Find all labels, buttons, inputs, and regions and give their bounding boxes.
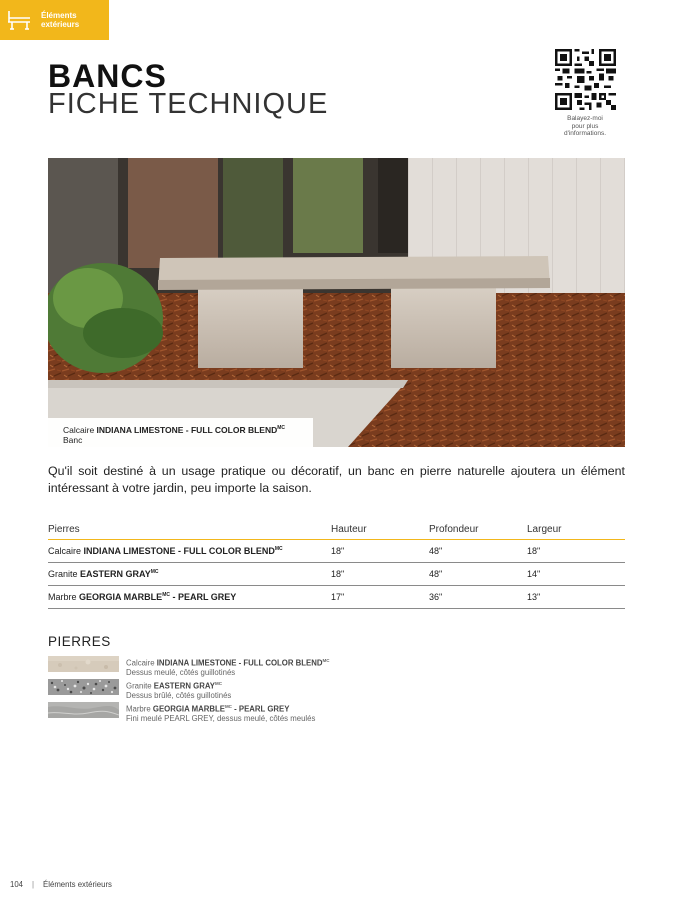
stone-swatch-item <box>48 702 468 722</box>
bench-icon <box>6 9 32 31</box>
page-number: 104 <box>10 880 24 889</box>
stones-section-title: PIERRES <box>48 634 111 649</box>
height-value: 17" <box>331 586 429 609</box>
stone-swatch-name <box>126 679 231 691</box>
depth-value: 36" <box>429 586 527 609</box>
intro-paragraph: Qu'il soit destiné à un usage pratique ou décoratif, un banc en pierre naturelle ajoutera un élément intéressant à votre jardin, peu importe la saison. <box>48 464 625 495</box>
photo-caption-product: INDIANA LIMESTONE - FULL COLOR BLEND <box>96 424 278 435</box>
header-width: Largeur <box>527 519 625 540</box>
stone-swatch-item <box>48 656 468 676</box>
section-tab-label <box>41 11 101 29</box>
stone-product: INDIANA LIMESTONE - FULL COLOR BLEND <box>156 658 323 668</box>
table-row <box>48 586 625 609</box>
bench-photo <box>48 158 625 447</box>
section-tab-label-line2: extérieurs <box>41 20 80 29</box>
depth-value: 48" <box>429 563 527 586</box>
page-title: BANCS <box>48 58 167 94</box>
stone-product-suffix: - PEARL GREY <box>169 592 237 602</box>
height-value: 18" <box>331 563 429 586</box>
stone-finish: Fini meulé PEARL GREY, dessus meulé, côtés meulés <box>126 713 316 723</box>
stone-mark: MC <box>162 592 170 598</box>
stone-type: Marbre <box>126 704 153 714</box>
qr-caption-line3: d'informations. <box>563 130 607 137</box>
stone-swatch-text <box>126 679 231 700</box>
width-value: 18" <box>527 540 625 563</box>
stone-swatch-text <box>126 656 330 677</box>
stone-type: Calcaire <box>48 546 84 556</box>
table-header-row <box>48 519 625 540</box>
photo-caption-mark: MC <box>277 425 286 431</box>
stone-name <box>48 540 331 563</box>
photo-caption-line2: Banc <box>63 434 83 445</box>
granite-swatch <box>48 679 119 695</box>
stone-mark: MC <box>274 546 283 552</box>
bench-illustration <box>48 158 625 447</box>
stone-product: EASTERN GRAY <box>153 681 215 691</box>
stone-mark: MC <box>224 704 232 709</box>
page-subtitle: FICHE TECHNIQUE <box>48 88 329 120</box>
footer-separator: | <box>32 880 35 889</box>
stone-mark: MC <box>214 681 222 686</box>
stone-mark: MC <box>322 658 330 663</box>
stone-mark: MC <box>150 569 159 575</box>
qr-caption-line2: pour plus <box>571 122 599 130</box>
specifications-table <box>48 519 625 609</box>
footer-section: Éléments extérieurs <box>43 880 112 889</box>
header-stones: Pierres <box>48 519 331 540</box>
section-tab-label-line1: Éléments <box>41 11 77 20</box>
stone-swatch-name <box>126 656 330 668</box>
table-row <box>48 563 625 586</box>
stone-type: Marbre <box>48 592 80 602</box>
qr-caption <box>546 115 624 138</box>
section-tab <box>0 0 109 40</box>
stone-type: Granite <box>48 569 81 579</box>
stone-finish: Dessus brûlé, côtés guillotinés <box>126 690 232 700</box>
stone-swatch-item <box>48 679 468 699</box>
header-height: Hauteur <box>331 519 429 540</box>
stone-name <box>48 563 331 586</box>
table-row <box>48 540 625 563</box>
stone-swatch-name <box>126 702 315 714</box>
photo-caption-prefix: Calcaire <box>63 424 97 435</box>
limestone-swatch <box>48 656 119 672</box>
page-footer <box>10 880 112 889</box>
photo-caption <box>48 418 313 447</box>
stone-swatch-text <box>126 702 315 723</box>
marble-swatch <box>48 702 119 718</box>
photo-caption-line1 <box>63 423 313 435</box>
stone-name <box>48 586 331 609</box>
qr-caption-line1: Balayez-moi <box>567 115 603 122</box>
stone-finish: Dessus meulé, côtés guillotinés <box>126 667 236 677</box>
stone-product: GEORGIA MARBLE <box>79 592 163 602</box>
qr-code[interactable] <box>555 49 616 110</box>
width-value: 13" <box>527 586 625 609</box>
stone-product: GEORGIA MARBLE <box>152 704 225 714</box>
stone-product-suffix: - PEARL GREY <box>231 704 290 714</box>
height-value: 18" <box>331 540 429 563</box>
stone-product: INDIANA LIMESTONE - FULL COLOR BLEND <box>83 546 275 556</box>
header-depth: Profondeur <box>429 519 527 540</box>
depth-value: 48" <box>429 540 527 563</box>
stone-product: EASTERN GRAY <box>80 569 151 579</box>
stone-type: Calcaire <box>126 658 157 668</box>
stone-type: Granite <box>126 681 154 691</box>
width-value: 14" <box>527 563 625 586</box>
